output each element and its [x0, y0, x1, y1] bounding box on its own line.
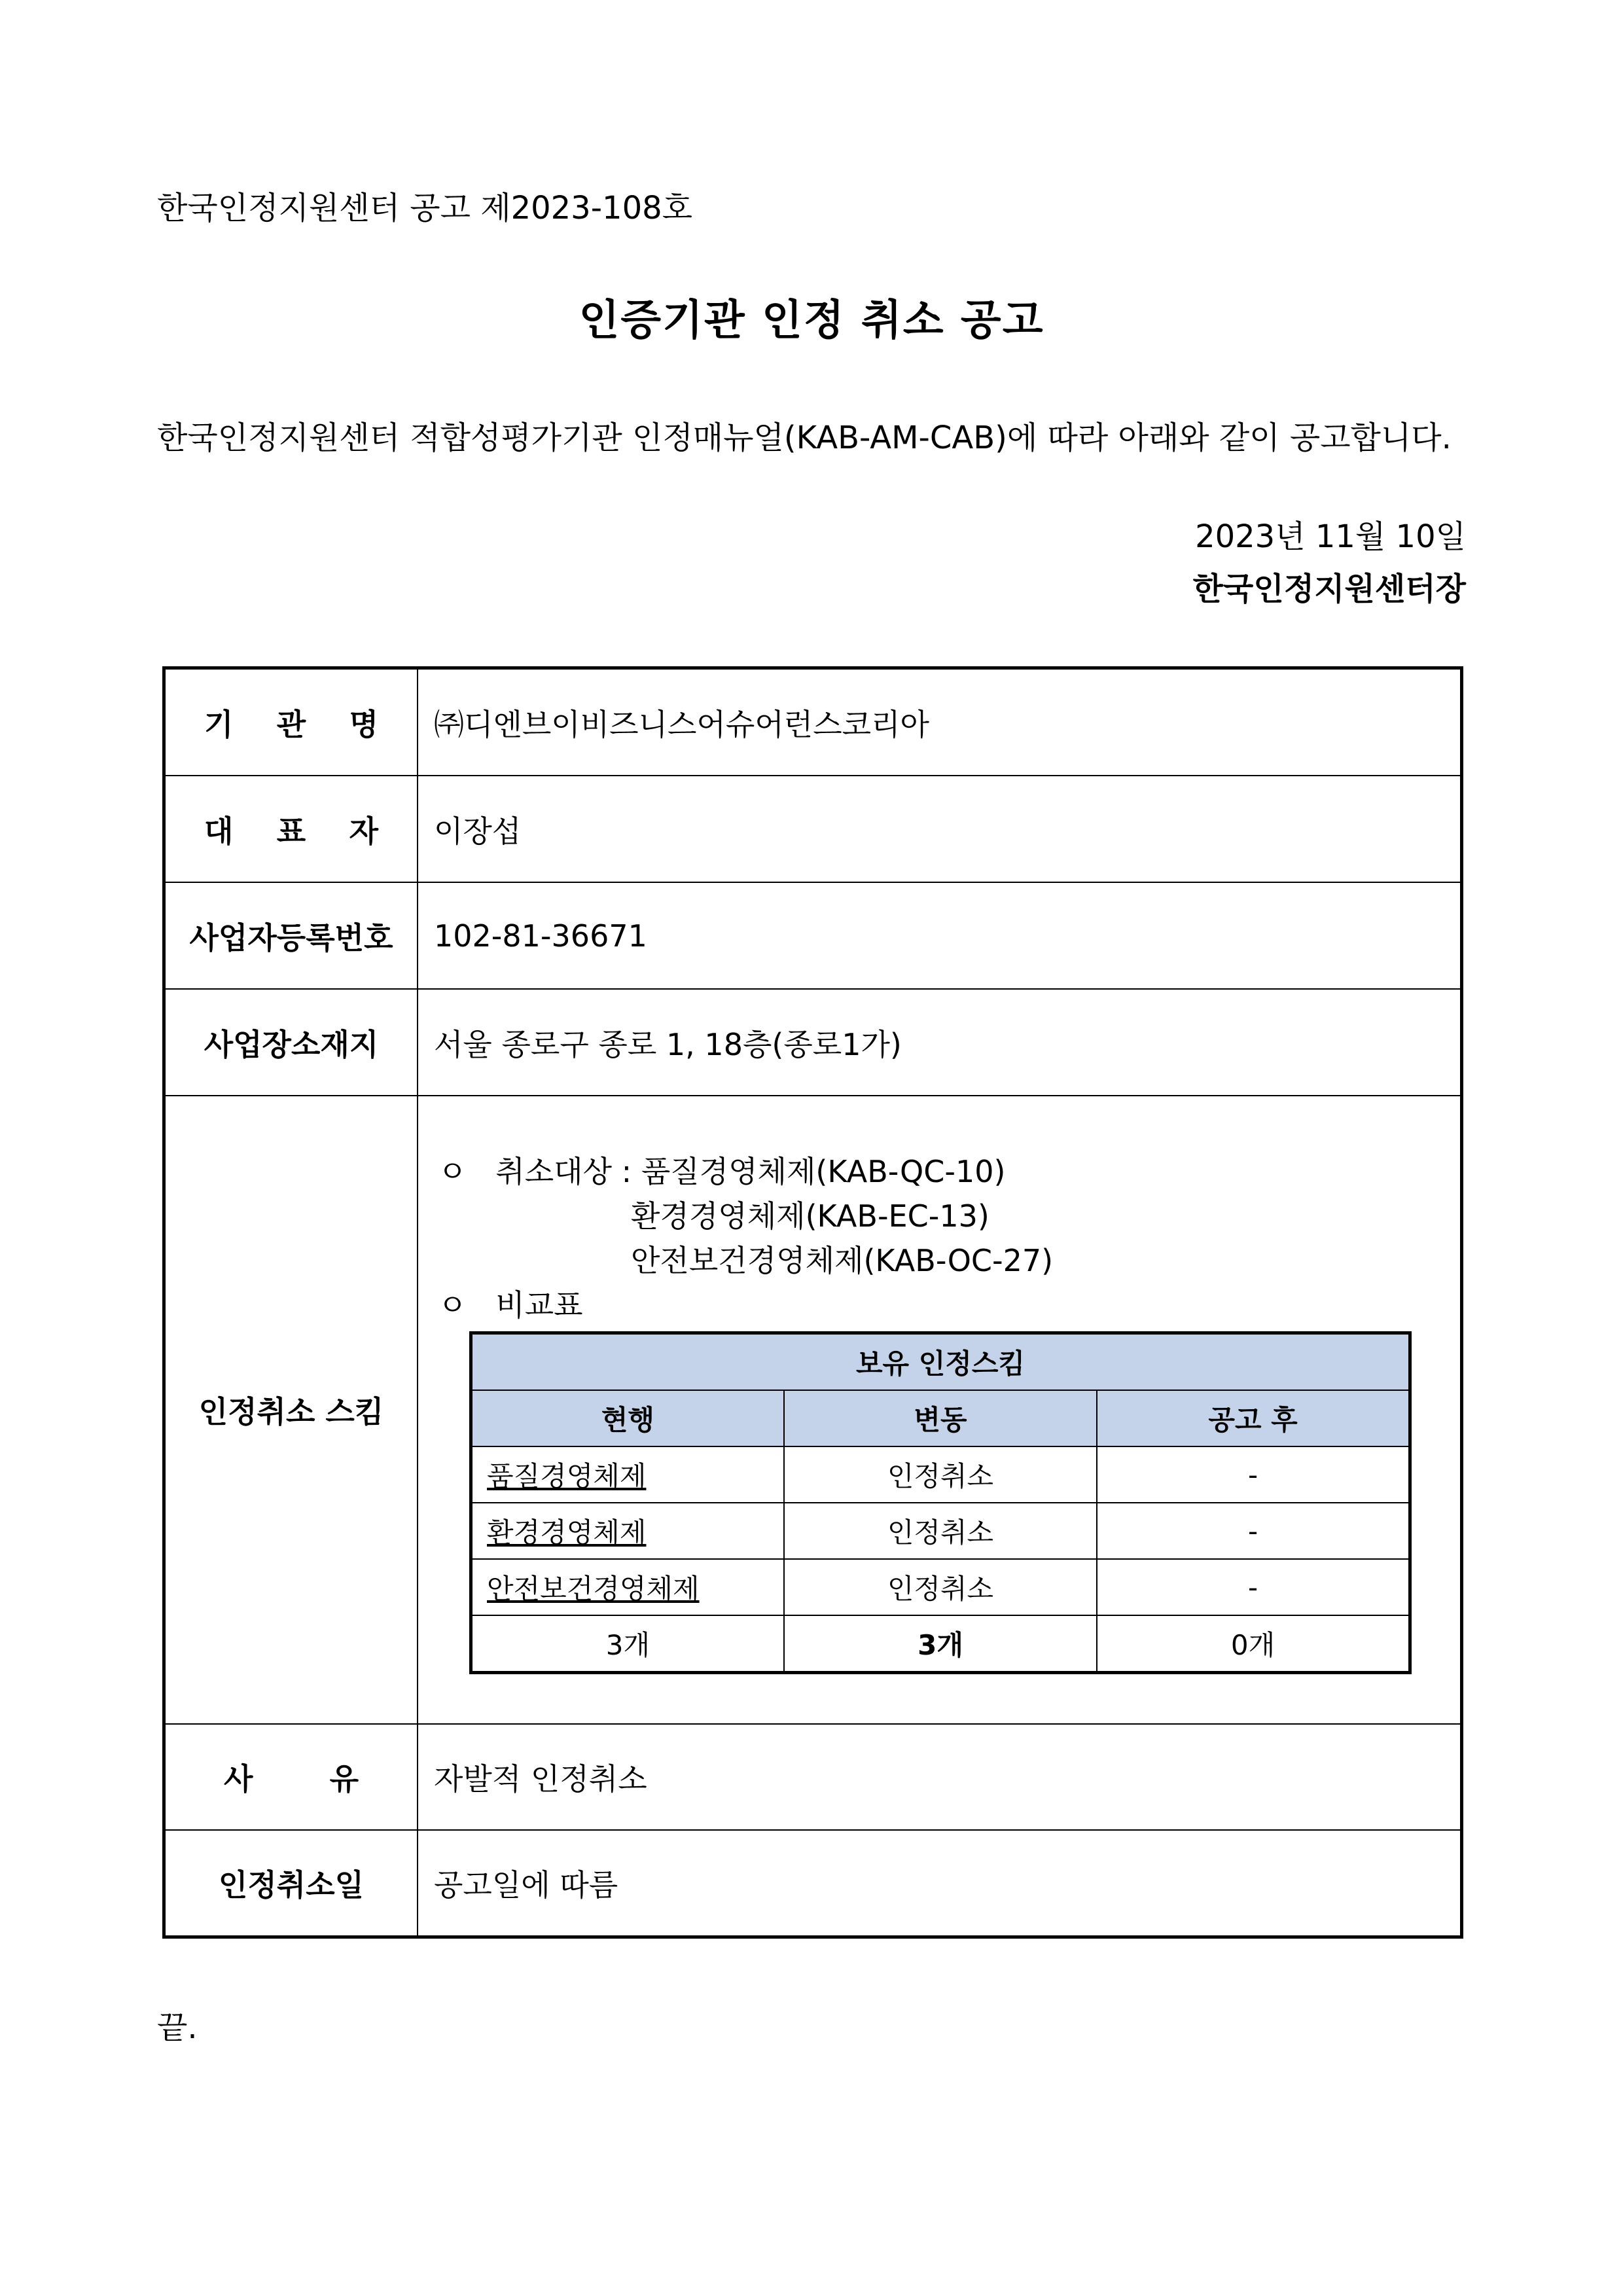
row-representative	[164, 776, 1462, 882]
cell-after: -	[1097, 1559, 1410, 1615]
total-after: 0개	[1097, 1615, 1410, 1673]
value-address: 서울 종로구 종로 1, 18층(종로1가)	[418, 989, 1462, 1096]
comparison-title: 보유 인정스킴	[471, 1333, 1410, 1391]
bullet-icon: ㅇ	[438, 1154, 467, 1189]
cell-change: 인정취소	[784, 1503, 1097, 1559]
label-representative: 대 표 자	[164, 776, 418, 882]
label-business-number: 사업자등록번호	[164, 882, 418, 989]
label-scheme: 인정취소 스킴	[164, 1096, 418, 1724]
cell-current: 안전보건경영체제	[471, 1559, 784, 1615]
document-title: 인증기관 인정 취소 공고	[579, 296, 1044, 345]
label-address: 사업장소재지	[164, 989, 418, 1096]
table-row	[471, 1559, 1410, 1615]
total-change: 3개	[784, 1615, 1097, 1673]
value-scheme	[418, 1096, 1462, 1724]
cell-change: 인정취소	[784, 1446, 1097, 1503]
table-row	[471, 1446, 1410, 1503]
label-reason: 사 유	[164, 1724, 418, 1830]
value-representative: 이장섭	[418, 776, 1462, 882]
bullet-icon: ㅇ	[438, 1287, 467, 1323]
label-cancel-date: 인정취소일	[164, 1830, 418, 1937]
notice-number: 한국인정지원센터 공고 제2023-108호	[157, 190, 693, 226]
cell-current: 환경경영체제	[471, 1503, 784, 1559]
cell-after: -	[1097, 1446, 1410, 1503]
compare-label: 비교표	[495, 1287, 583, 1323]
cell-change: 인정취소	[784, 1559, 1097, 1615]
notice-table	[162, 666, 1463, 1939]
cell-after: -	[1097, 1503, 1410, 1559]
value-cancel-date: 공고일에 따름	[418, 1830, 1462, 1937]
cancel-target-item: 환경경영체제(KAB-EC-13)	[631, 1198, 990, 1234]
value-organization: ㈜디엔브이비즈니스어슈어런스코리아	[418, 668, 1462, 776]
header-current: 현행	[471, 1390, 784, 1446]
intro-paragraph: 한국인정지원센터 적합성평가기관 인정매뉴얼(KAB-AM-CAB)에 따라 아래와 같이 공고합니다.	[157, 420, 1452, 456]
header-after: 공고 후	[1097, 1390, 1410, 1446]
row-organization	[164, 668, 1462, 776]
cancel-target-line	[438, 1152, 1005, 1191]
row-address	[164, 989, 1462, 1096]
cell-current: 품질경영체제	[471, 1446, 784, 1503]
value-business-number: 102-81-36671	[418, 882, 1462, 989]
cancel-target-label: 취소대상 :	[495, 1154, 632, 1189]
row-reason	[164, 1724, 1462, 1830]
row-cancel-date	[164, 1830, 1462, 1937]
end-mark: 끝.	[157, 2009, 198, 2046]
issuer-name: 한국인정지원센터장	[1192, 571, 1466, 607]
label-organization: 기 관 명	[164, 668, 418, 776]
header-change: 변동	[784, 1390, 1097, 1446]
row-scheme	[164, 1096, 1462, 1724]
cancel-target-item: 안전보건경영체제(KAB-OC-27)	[631, 1243, 1054, 1278]
compare-line	[438, 1285, 583, 1325]
row-business-number	[164, 882, 1462, 989]
table-row	[471, 1503, 1410, 1559]
total-current: 3개	[471, 1615, 784, 1673]
value-reason: 자발적 인정취소	[418, 1724, 1462, 1830]
comparison-table	[469, 1331, 1412, 1674]
notice-date: 2023년 11월 10일	[1195, 518, 1466, 555]
totals-row	[471, 1615, 1410, 1673]
cancel-target-item: 품질경영체제(KAB-QC-10)	[641, 1154, 1006, 1189]
